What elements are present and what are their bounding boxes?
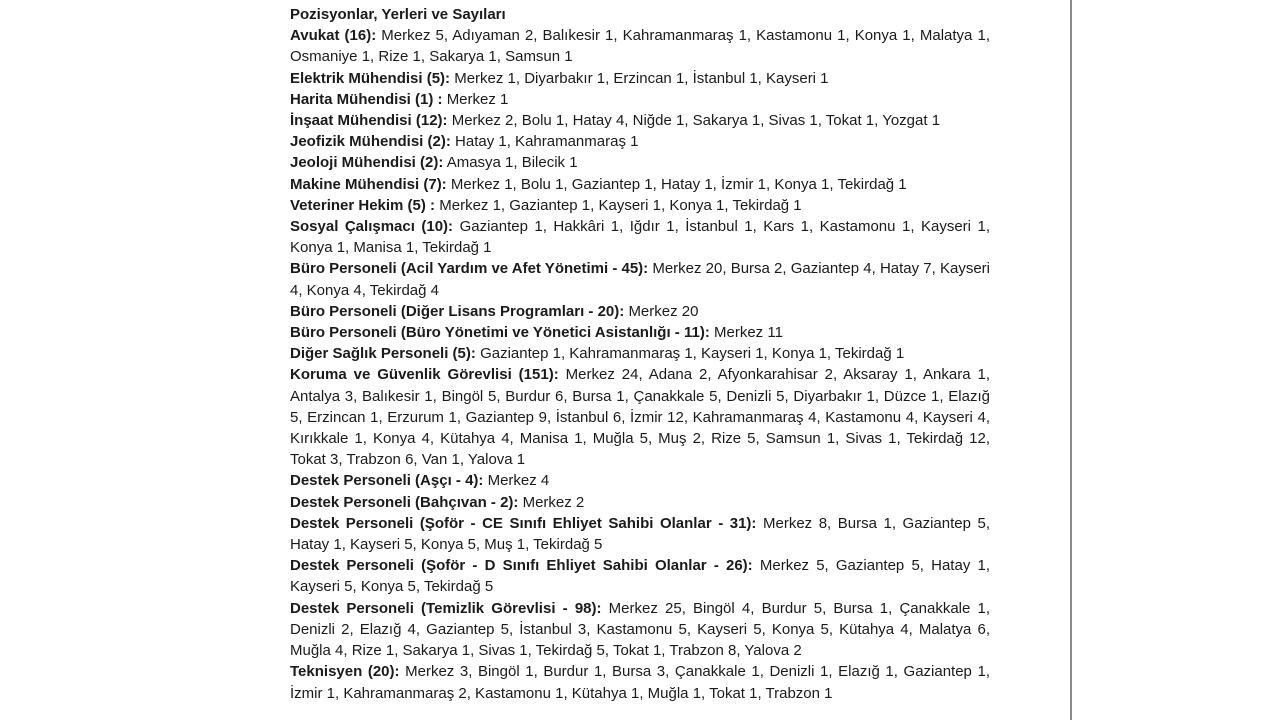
position-locations: Merkez 24, Adana 2, Afyonkarahisar 2, Aksaray 1, Ankara 1, Antalya 3, Balıkesir 1, Bingöl 5, Burdur 6, Bursa 1, Çanakkale 5, Denizli 5, Diyarbakır 1, Düzce 1, Elazığ 5, Erzincan 1, Erzurum 1, Gaziantep 9, İstanbul 6, İzmir 12, Kahramanmaraş 4, Kastamonu 4, Kayseri 4, Kırıkkale 1, Konya 4, Kütahya 4, Manisa 1, Muğla 5, Muş 2, Rize 5, Samsun 1, Sivas 1, Tekirdağ 12, Tokat 3, Trabzon 6, Van 1, Yalova 1: [290, 366, 990, 469]
position-label: Büro Personeli (Diğer Lisans Programları - 20):: [290, 302, 625, 320]
position-entries-list: [290, 25, 990, 704]
position-locations: Merkez 3, Bingöl 1, Burdur 1, Bursa 3, Çanakkale 1, Denizli 1, Elazığ 1, Gaziantep 1, İzmir 1, Kahramanmaraş 2, Kastamonu 1, Kütahya 1, Muğla 1, Tokat 1, Trabzon 1: [290, 663, 990, 702]
position-entry: [290, 174, 990, 195]
position-entry: [290, 25, 990, 67]
position-locations: Merkez 8, Bursa 1, Gaziantep 5, Hatay 1, Kayseri 5, Konya 5, Muş 1, Tekirdağ 5: [290, 514, 990, 554]
position-entry: [290, 216, 990, 258]
position-entry: [290, 343, 990, 364]
position-locations: Hatay 1, Kahramanmaraş 1: [455, 133, 639, 151]
position-entry: [290, 555, 990, 597]
document-text-block: [290, 4, 990, 704]
position-entry: [290, 513, 990, 555]
position-locations: Merkez 25, Bingöl 4, Burdur 5, Bursa 1, Çanakkale 1, Denizli 2, Elazığ 4, Gaziantep 5, İstanbul 3, Kastamonu 5, Kayseri 5, Konya 5, Kütahya 4, Malatya 6, Muğla 4, Rize 1, Sakarya 1, Sivas 1, Tekirdağ 5, Tokat 1, Trabzon 8, Yalova 2: [290, 599, 991, 660]
position-label: Jeofizik Mühendisi (2):: [290, 133, 451, 151]
position-entry: [290, 492, 990, 513]
position-label: Diğer Sağlık Personeli (5):: [290, 345, 476, 363]
page-edge-divider: [1070, 0, 1072, 720]
position-entry: [290, 661, 990, 703]
position-locations: Merkez 20: [628, 302, 699, 320]
page-title: Pozisyonlar, Yerleri ve Sayıları: [290, 6, 506, 23]
position-label: Harita Mühendisi (1) :: [290, 90, 443, 108]
position-locations: Merkez 11: [714, 324, 783, 342]
position-locations: Merkez 1: [446, 90, 509, 108]
position-entry: [290, 110, 990, 131]
position-locations: Merkez 1, Diyarbakır 1, Erzincan 1, İstanbul 1, Kayseri 1: [454, 69, 829, 87]
position-locations: Gaziantep 1, Hakkâri 1, Iğdır 1, İstanbul 1, Kars 1, Kastamonu 1, Kayseri 1, Konya 1, Manisa 1, Tekirdağ 1: [290, 218, 990, 257]
position-locations: Merkez 5, Adıyaman 2, Balıkesir 1, Kahramanmaraş 1, Kastamonu 1, Konya 1, Malatya 1, Osmaniye 1, Rize 1, Sakarya 1, Samsun 1: [290, 27, 990, 66]
position-label: Destek Personeli (Aşçı - 4):: [290, 472, 484, 490]
position-locations: Merkez 2, Bolu 1, Hatay 4, Niğde 1, Sakarya 1, Sivas 1, Tokat 1, Yozgat 1: [451, 112, 941, 130]
position-label: Destek Personeli (Temizlik Görevlisi - 98):: [290, 599, 602, 617]
position-label: Teknisyen (20):: [290, 663, 400, 681]
position-label: Büro Personeli (Acil Yardım ve Afet Yönetimi - 45):: [290, 260, 649, 278]
position-label: Destek Personeli (Şoför - CE Sınıfı Ehliyet Sahibi Olanlar - 31):: [290, 514, 757, 532]
position-label: Avukat (16):: [290, 27, 377, 45]
position-entry: [290, 195, 990, 216]
position-entry: [290, 131, 990, 152]
position-entry: [290, 258, 990, 300]
position-entry: [290, 301, 990, 322]
position-entry: [290, 68, 990, 89]
position-locations: Merkez 20, Bursa 2, Gaziantep 4, Hatay 7, Kayseri 4, Konya 4, Tekirdağ 4: [290, 260, 990, 299]
position-label: Büro Personeli (Büro Yönetimi ve Yönetici Asistanlığı - 11):: [290, 324, 710, 342]
position-entry: [290, 89, 990, 110]
position-label: Jeoloji Mühendisi (2):: [290, 154, 444, 172]
position-locations: Merkez 4: [487, 472, 550, 490]
position-label: Destek Personeli (Şoför - D Sınıfı Ehliyet Sahibi Olanlar - 26):: [290, 557, 753, 575]
position-label: İnşaat Mühendisi (12):: [290, 112, 448, 130]
position-entry: [290, 322, 990, 343]
position-locations: Amasya 1, Bilecik 1: [446, 154, 578, 172]
position-locations: Merkez 2: [522, 493, 585, 511]
position-entry: [290, 598, 990, 662]
position-locations: Merkez 5, Gaziantep 5, Hatay 1, Kayseri 5, Konya 5, Tekirdağ 5: [290, 557, 990, 596]
position-label: Veteriner Hekim (5) :: [290, 196, 436, 214]
position-label: Makine Mühendisi (7):: [290, 175, 447, 193]
position-entry: [290, 470, 990, 491]
position-label: Koruma ve Güvenlik Görevlisi (151):: [290, 366, 559, 384]
position-entry: [290, 364, 990, 470]
position-label: Elektrik Mühendisi (5):: [290, 69, 451, 87]
position-label: Sosyal Çalışmacı (10):: [290, 218, 454, 236]
position-locations: Merkez 1, Gaziantep 1, Kayseri 1, Konya 1, Tekirdağ 1: [439, 196, 802, 214]
position-entry: [290, 152, 990, 173]
position-label: Destek Personeli (Bahçıvan - 2):: [290, 493, 519, 511]
position-locations: Merkez 1, Bolu 1, Gaziantep 1, Hatay 1, İzmir 1, Konya 1, Tekirdağ 1: [450, 175, 907, 193]
position-locations: Gaziantep 1, Kahramanmaraş 1, Kayseri 1, Konya 1, Tekirdağ 1: [480, 345, 905, 363]
